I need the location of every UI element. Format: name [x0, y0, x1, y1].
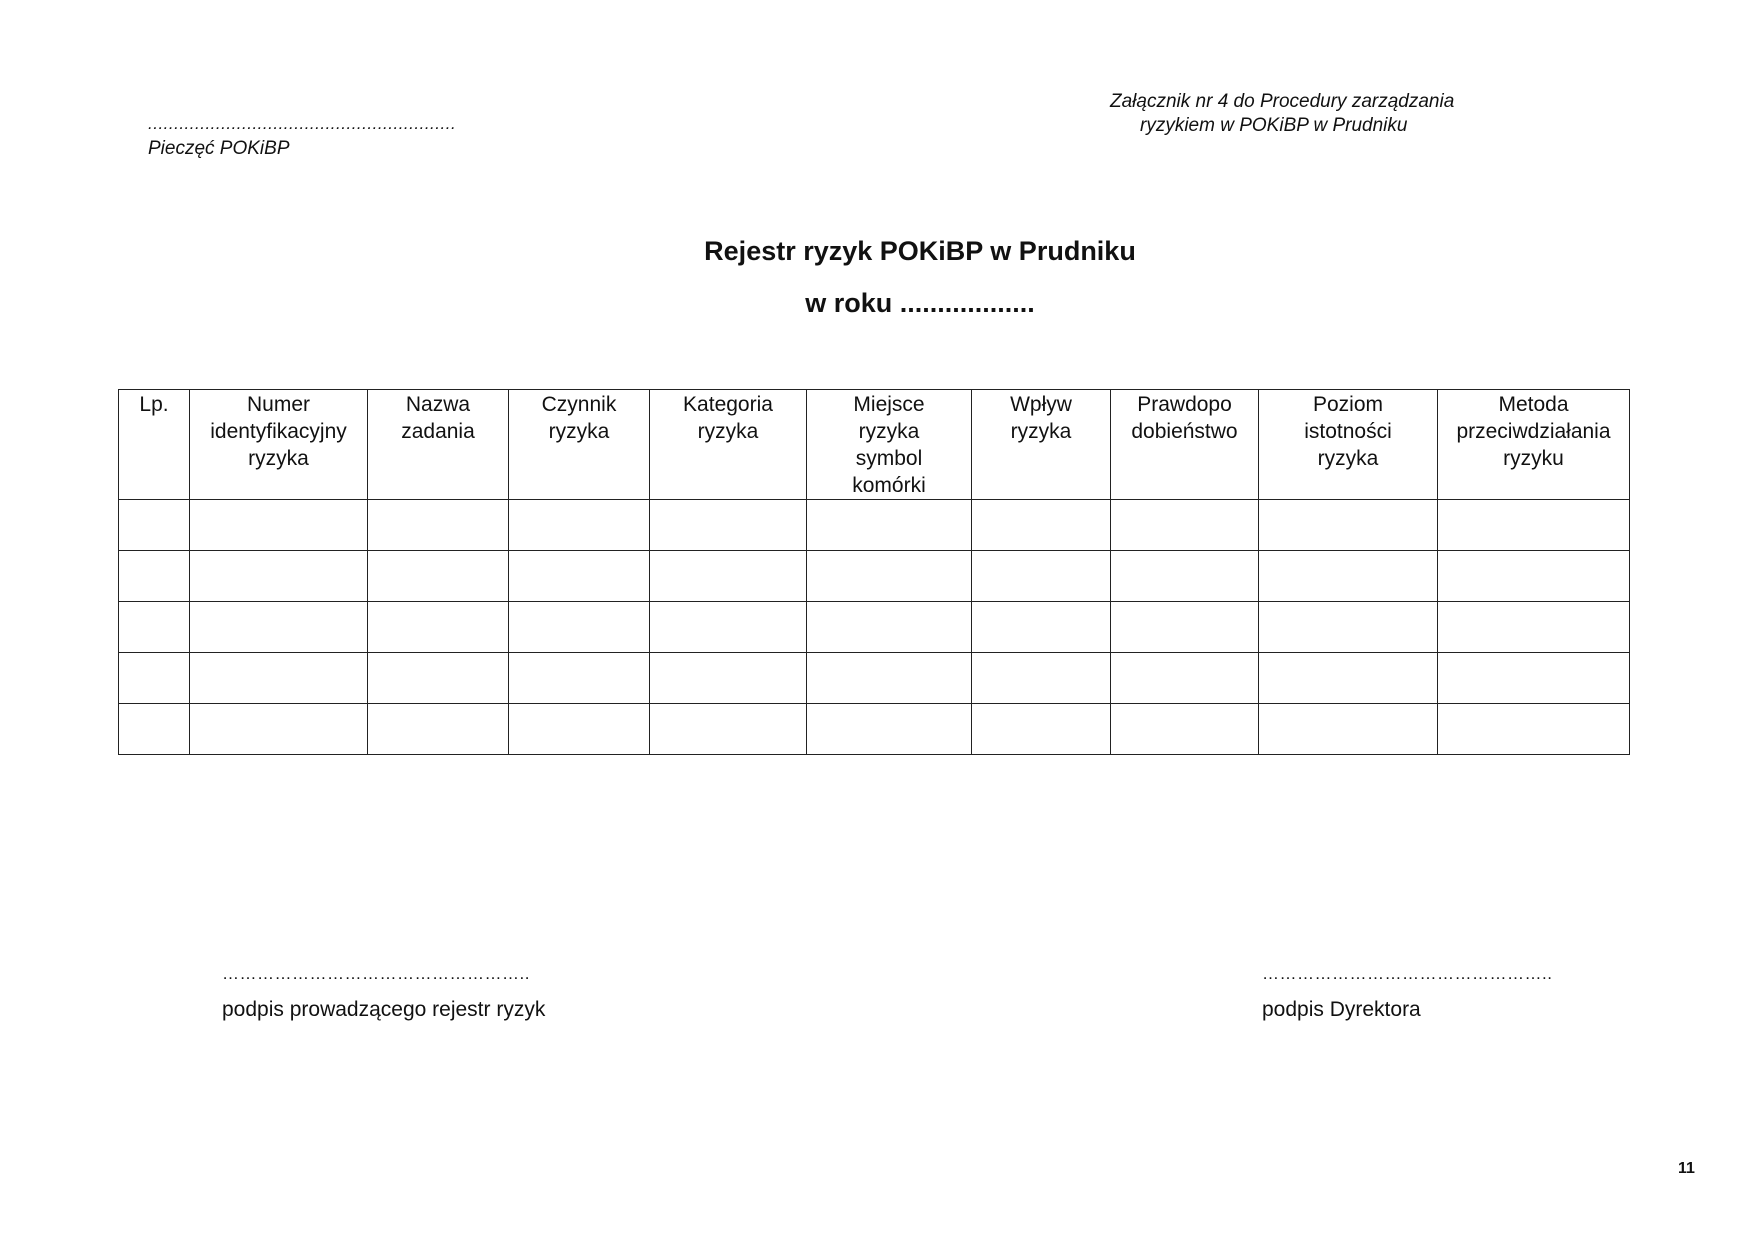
table-cell[interactable] — [368, 653, 509, 704]
table-cell[interactable] — [1111, 653, 1259, 704]
table-cell[interactable] — [972, 704, 1111, 755]
left-signature-label: podpis prowadzącego rejestr ryzyk — [222, 998, 546, 1021]
table-cell[interactable] — [368, 602, 509, 653]
table-cell[interactable] — [1111, 500, 1259, 551]
header-line: ryzyku — [1503, 447, 1564, 470]
table-cell[interactable] — [1259, 653, 1438, 704]
header-line: ryzyka — [1010, 420, 1072, 443]
table-cell[interactable] — [1438, 653, 1630, 704]
table-cell[interactable] — [807, 653, 972, 704]
table-cell[interactable] — [509, 704, 650, 755]
header-line: Miejsce — [853, 393, 925, 416]
table-cell[interactable] — [190, 653, 368, 704]
col-header-risk-category — [650, 390, 807, 500]
header-line: Lp. — [139, 393, 169, 416]
table-cell[interactable] — [1438, 602, 1630, 653]
table-cell[interactable] — [509, 500, 650, 551]
table-cell[interactable] — [1438, 704, 1630, 755]
header-line: istotności — [1304, 420, 1392, 443]
header-line: ryzyka — [858, 420, 920, 443]
table-row — [119, 653, 1630, 704]
table-cell[interactable] — [190, 551, 368, 602]
table-cell[interactable] — [368, 500, 509, 551]
table-body — [119, 500, 1630, 755]
header-line: symbol — [855, 447, 923, 470]
table-cell[interactable] — [650, 653, 807, 704]
col-header-risk-location — [807, 390, 972, 500]
table-cell[interactable] — [650, 551, 807, 602]
col-header-task-name — [368, 390, 509, 500]
table-cell[interactable] — [807, 551, 972, 602]
header-line: Poziom — [1312, 393, 1384, 416]
table-cell[interactable] — [807, 500, 972, 551]
table-cell[interactable] — [972, 602, 1111, 653]
right-signature-dotted-line: ………………………………………….. — [1262, 964, 1553, 983]
header-line: dobieństwo — [1131, 420, 1238, 443]
document-title: Rejestr ryzyk POKiBP w Prudniku — [704, 236, 1136, 266]
header-line: Prawdopo — [1137, 393, 1232, 416]
col-header-significance-level — [1259, 390, 1438, 500]
table-cell[interactable] — [1111, 551, 1259, 602]
header-line: zadania — [401, 420, 475, 443]
table-cell[interactable] — [1438, 551, 1630, 602]
table-cell[interactable] — [650, 602, 807, 653]
table-cell[interactable] — [1259, 602, 1438, 653]
table-cell[interactable] — [1259, 500, 1438, 551]
table-cell[interactable] — [119, 704, 190, 755]
table-cell[interactable] — [807, 602, 972, 653]
col-header-probability — [1111, 390, 1259, 500]
annex-note — [1110, 90, 1710, 138]
table-cell[interactable] — [1259, 704, 1438, 755]
header-line: ryzyka — [248, 447, 309, 470]
table-cell[interactable] — [190, 602, 368, 653]
page-number: 11 — [1678, 1160, 1695, 1177]
table-cell[interactable] — [1111, 704, 1259, 755]
header-line: Nazwa — [405, 393, 471, 416]
col-header-lp — [119, 390, 190, 500]
table-cell[interactable] — [368, 551, 509, 602]
table-cell[interactable] — [119, 653, 190, 704]
header-line: ryzyka — [1317, 447, 1379, 470]
annex-line-1: Załącznik nr 4 do Procedury zarządzania — [1110, 91, 1455, 112]
header-line: ryzyka — [697, 420, 759, 443]
header-line: Kategoria — [683, 393, 773, 416]
table-row — [119, 500, 1630, 551]
col-header-mitigation-method — [1438, 390, 1630, 500]
header-line: identyfikacyjny — [210, 420, 347, 443]
risk-register-table — [118, 389, 1630, 755]
left-signature-dotted-line: …………………………………………….. — [222, 964, 530, 983]
table-row — [119, 602, 1630, 653]
header-line: Czynnik — [541, 393, 617, 416]
stamp-dotted-line: ........................................................... — [148, 114, 457, 133]
table-cell[interactable] — [119, 602, 190, 653]
table-cell[interactable] — [509, 602, 650, 653]
right-signature-label: podpis Dyrektora — [1262, 998, 1421, 1021]
table-cell[interactable] — [807, 704, 972, 755]
table-cell[interactable] — [1259, 551, 1438, 602]
table-cell[interactable] — [1438, 500, 1630, 551]
col-header-risk-factor — [509, 390, 650, 500]
annex-line-2: ryzykiem w POKiBP w Prudniku — [1140, 115, 1408, 136]
table-cell[interactable] — [119, 500, 190, 551]
table-cell[interactable] — [119, 551, 190, 602]
table-row — [119, 551, 1630, 602]
table-cell[interactable] — [190, 500, 368, 551]
table-cell[interactable] — [972, 500, 1111, 551]
table-cell[interactable] — [509, 653, 650, 704]
table-cell[interactable] — [190, 704, 368, 755]
header-line: Numer — [246, 393, 310, 416]
col-header-risk-impact — [972, 390, 1111, 500]
table-cell[interactable] — [972, 653, 1111, 704]
stamp-label: Pieczęć POKiBP — [148, 138, 290, 159]
header-line: ryzyka — [548, 420, 610, 443]
table-cell[interactable] — [972, 551, 1111, 602]
header-line: Wpływ — [1010, 393, 1072, 416]
table-row — [119, 704, 1630, 755]
table-cell[interactable] — [509, 551, 650, 602]
table-cell[interactable] — [1111, 602, 1259, 653]
header-line: komórki — [852, 474, 926, 497]
document-subtitle: w roku .................. — [805, 288, 1035, 318]
header-line: przeciwdziałania — [1456, 420, 1611, 443]
table-cell[interactable] — [650, 500, 807, 551]
table-cell[interactable] — [368, 704, 509, 755]
header-line: Metoda — [1498, 393, 1569, 416]
table-header-row — [119, 390, 1630, 500]
table-cell[interactable] — [650, 704, 807, 755]
col-header-id-number — [190, 390, 368, 500]
